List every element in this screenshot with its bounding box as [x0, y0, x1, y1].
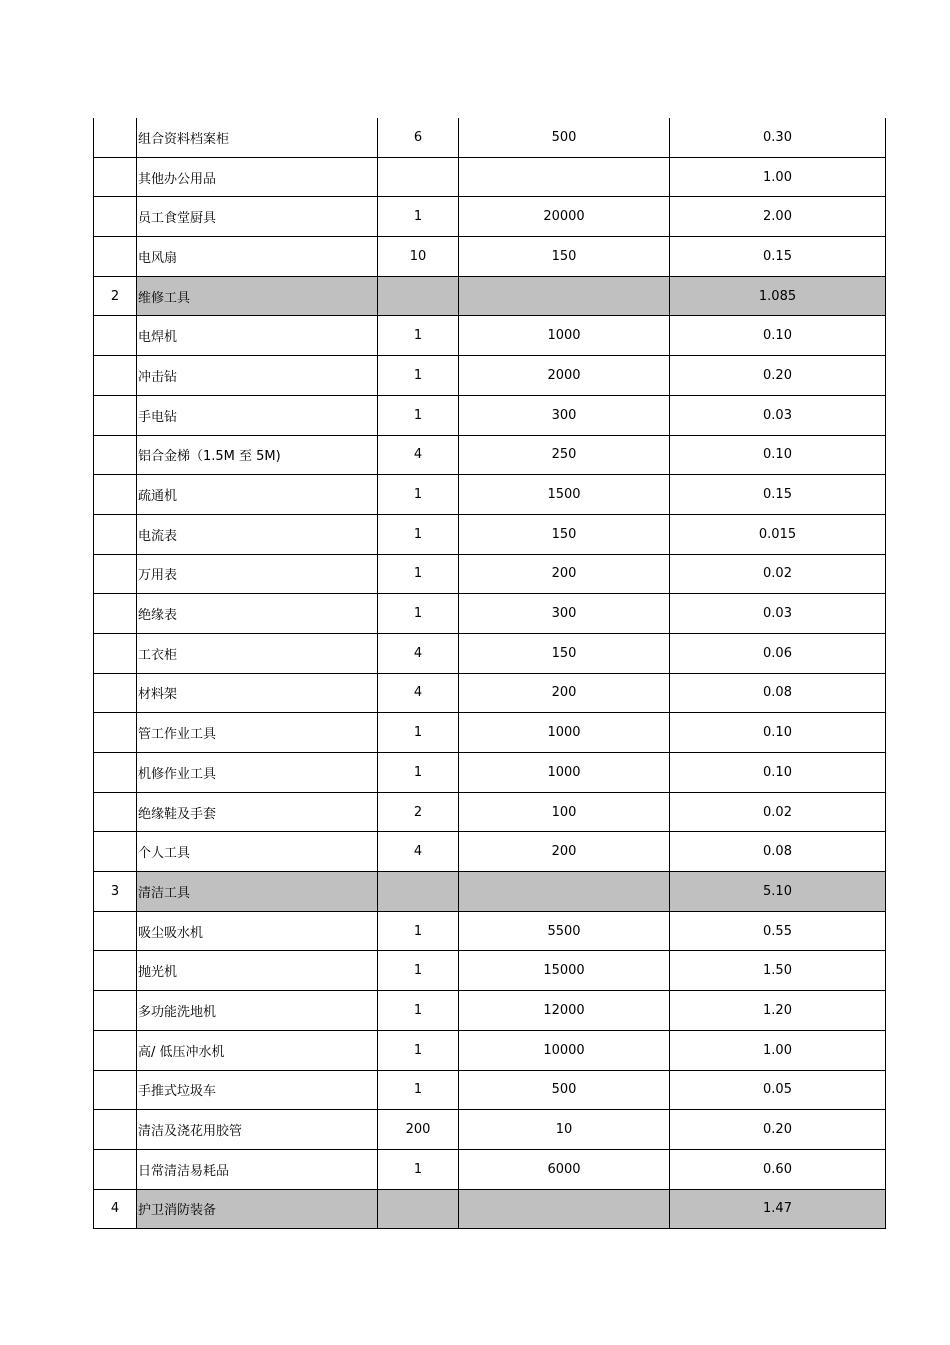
unit-price-cell: 150: [459, 633, 670, 673]
total-amount-cell: 2.00: [670, 197, 886, 237]
unit-price-cell: 1000: [459, 753, 670, 793]
row-index-cell: [94, 1070, 137, 1110]
quantity-cell: 1: [378, 395, 459, 435]
table-row: [94, 157, 886, 197]
row-index-cell: 2: [94, 276, 137, 316]
row-index-cell: [94, 633, 137, 673]
table-row: [94, 514, 886, 554]
item-name-cell: 电焊机: [137, 316, 378, 356]
row-index-cell: [94, 594, 137, 634]
item-name-cell: 绝缘表: [137, 594, 378, 634]
item-name-cell: 手推式垃圾车: [137, 1070, 378, 1110]
row-index-cell: [94, 991, 137, 1031]
unit-price-cell: 250: [459, 435, 670, 475]
unit-price-cell: 20000: [459, 197, 670, 237]
unit-price-cell: [459, 157, 670, 197]
table-body: [94, 118, 886, 1229]
table-row: [94, 792, 886, 832]
row-index-cell: 3: [94, 872, 137, 912]
quantity-cell: 1: [378, 316, 459, 356]
total-amount-cell: 0.10: [670, 713, 886, 753]
quantity-cell: 1: [378, 475, 459, 515]
quantity-cell: 1: [378, 356, 459, 396]
total-amount-cell: 0.015: [670, 514, 886, 554]
row-index-cell: [94, 475, 137, 515]
unit-price-cell: 300: [459, 395, 670, 435]
quantity-cell: [378, 872, 459, 912]
equipment-table: [93, 118, 886, 1229]
row-index-cell: [94, 395, 137, 435]
total-amount-cell: 0.03: [670, 395, 886, 435]
item-name-cell: 铝合金梯（1.5M 至 5M): [137, 435, 378, 475]
quantity-cell: 1: [378, 753, 459, 793]
quantity-cell: 1: [378, 1149, 459, 1189]
total-amount-cell: 0.60: [670, 1149, 886, 1189]
quantity-cell: 1: [378, 594, 459, 634]
unit-price-cell: 2000: [459, 356, 670, 396]
total-amount-cell: 0.20: [670, 356, 886, 396]
table-row: [94, 633, 886, 673]
quantity-cell: 1: [378, 1070, 459, 1110]
row-index-cell: [94, 951, 137, 991]
total-amount-cell: 0.02: [670, 792, 886, 832]
item-name-cell: 电流表: [137, 514, 378, 554]
total-amount-cell: 0.10: [670, 435, 886, 475]
table-row: [94, 753, 886, 793]
unit-price-cell: 1500: [459, 475, 670, 515]
item-name-cell: 个人工具: [137, 832, 378, 872]
quantity-cell: 6: [378, 118, 459, 157]
unit-price-cell: 10: [459, 1110, 670, 1150]
row-index-cell: [94, 554, 137, 594]
row-index-cell: [94, 356, 137, 396]
row-index-cell: [94, 316, 137, 356]
unit-price-cell: 12000: [459, 991, 670, 1031]
unit-price-cell: 150: [459, 237, 670, 277]
row-index-cell: [94, 157, 137, 197]
quantity-cell: 1: [378, 514, 459, 554]
item-name-cell: 万用表: [137, 554, 378, 594]
total-amount-cell: 1.47: [670, 1189, 886, 1229]
category-row: [94, 872, 886, 912]
quantity-cell: 10: [378, 237, 459, 277]
row-index-cell: [94, 713, 137, 753]
row-index-cell: 4: [94, 1189, 137, 1229]
row-index-cell: [94, 673, 137, 713]
table-row: [94, 118, 886, 157]
table-row: [94, 1149, 886, 1189]
unit-price-cell: 5500: [459, 911, 670, 951]
row-index-cell: [94, 1110, 137, 1150]
row-index-cell: [94, 1149, 137, 1189]
item-name-cell: 管工作业工具: [137, 713, 378, 753]
item-name-cell: 绝缘鞋及手套: [137, 792, 378, 832]
category-row: [94, 276, 886, 316]
item-name-cell: 材料架: [137, 673, 378, 713]
quantity-cell: 1: [378, 951, 459, 991]
row-index-cell: [94, 832, 137, 872]
table-row: [94, 991, 886, 1031]
quantity-cell: 200: [378, 1110, 459, 1150]
table-row: [94, 673, 886, 713]
item-name-cell: 冲击钻: [137, 356, 378, 396]
table-row: [94, 832, 886, 872]
total-amount-cell: 0.02: [670, 554, 886, 594]
total-amount-cell: 0.08: [670, 673, 886, 713]
total-amount-cell: 0.15: [670, 475, 886, 515]
category-row: [94, 1189, 886, 1229]
quantity-cell: 1: [378, 554, 459, 594]
unit-price-cell: 500: [459, 1070, 670, 1110]
quantity-cell: 1: [378, 991, 459, 1031]
total-amount-cell: 0.05: [670, 1070, 886, 1110]
item-name-cell: 组合资料档案柜: [137, 118, 378, 157]
quantity-cell: 1: [378, 713, 459, 753]
total-amount-cell: 1.50: [670, 951, 886, 991]
table-row: [94, 316, 886, 356]
row-index-cell: [94, 792, 137, 832]
unit-price-cell: 6000: [459, 1149, 670, 1189]
quantity-cell: [378, 1189, 459, 1229]
total-amount-cell: 0.30: [670, 118, 886, 157]
row-index-cell: [94, 118, 137, 157]
unit-price-cell: 500: [459, 118, 670, 157]
total-amount-cell: 0.10: [670, 316, 886, 356]
table-row: [94, 951, 886, 991]
unit-price-cell: 1000: [459, 316, 670, 356]
quantity-cell: [378, 276, 459, 316]
unit-price-cell: [459, 276, 670, 316]
table-row: [94, 713, 886, 753]
table-row: [94, 197, 886, 237]
item-name-cell: 日常清洁易耗品: [137, 1149, 378, 1189]
quantity-cell: 2: [378, 792, 459, 832]
quantity-cell: [378, 157, 459, 197]
quantity-cell: 4: [378, 832, 459, 872]
table-row: [94, 1070, 886, 1110]
table-row: [94, 237, 886, 277]
row-index-cell: [94, 911, 137, 951]
item-name-cell: 吸尘吸水机: [137, 911, 378, 951]
table-row: [94, 1030, 886, 1070]
row-index-cell: [94, 753, 137, 793]
total-amount-cell: 0.15: [670, 237, 886, 277]
item-name-cell: 手电钻: [137, 395, 378, 435]
total-amount-cell: 0.10: [670, 753, 886, 793]
total-amount-cell: 0.20: [670, 1110, 886, 1150]
table-row: [94, 594, 886, 634]
unit-price-cell: [459, 872, 670, 912]
row-index-cell: [94, 514, 137, 554]
quantity-cell: 4: [378, 673, 459, 713]
item-name-cell: 清洁工具: [137, 872, 378, 912]
table-row: [94, 554, 886, 594]
unit-price-cell: 150: [459, 514, 670, 554]
total-amount-cell: 1.00: [670, 1030, 886, 1070]
quantity-cell: 4: [378, 633, 459, 673]
total-amount-cell: 0.55: [670, 911, 886, 951]
quantity-cell: 1: [378, 1030, 459, 1070]
total-amount-cell: 0.03: [670, 594, 886, 634]
table-row: [94, 1110, 886, 1150]
table-row: [94, 911, 886, 951]
item-name-cell: 电风扇: [137, 237, 378, 277]
table-row: [94, 356, 886, 396]
table-row: [94, 475, 886, 515]
item-name-cell: 护卫消防装备: [137, 1189, 378, 1229]
quantity-cell: 1: [378, 197, 459, 237]
unit-price-cell: 200: [459, 673, 670, 713]
table-row: [94, 395, 886, 435]
item-name-cell: 多功能洗地机: [137, 991, 378, 1031]
quantity-cell: 4: [378, 435, 459, 475]
total-amount-cell: 1.00: [670, 157, 886, 197]
item-name-cell: 其他办公用品: [137, 157, 378, 197]
total-amount-cell: 5.10: [670, 872, 886, 912]
unit-price-cell: 300: [459, 594, 670, 634]
item-name-cell: 员工食堂厨具: [137, 197, 378, 237]
item-name-cell: 高/ 低压冲水机: [137, 1030, 378, 1070]
total-amount-cell: 0.08: [670, 832, 886, 872]
item-name-cell: 工衣柜: [137, 633, 378, 673]
item-name-cell: 维修工具: [137, 276, 378, 316]
item-name-cell: 疏通机: [137, 475, 378, 515]
unit-price-cell: 100: [459, 792, 670, 832]
total-amount-cell: 1.085: [670, 276, 886, 316]
row-index-cell: [94, 1030, 137, 1070]
unit-price-cell: 10000: [459, 1030, 670, 1070]
unit-price-cell: [459, 1189, 670, 1229]
item-name-cell: 清洁及浇花用胶管: [137, 1110, 378, 1150]
item-name-cell: 机修作业工具: [137, 753, 378, 793]
item-name-cell: 抛光机: [137, 951, 378, 991]
unit-price-cell: 200: [459, 832, 670, 872]
total-amount-cell: 0.06: [670, 633, 886, 673]
unit-price-cell: 1000: [459, 713, 670, 753]
unit-price-cell: 200: [459, 554, 670, 594]
row-index-cell: [94, 237, 137, 277]
row-index-cell: [94, 197, 137, 237]
total-amount-cell: 1.20: [670, 991, 886, 1031]
row-index-cell: [94, 435, 137, 475]
unit-price-cell: 15000: [459, 951, 670, 991]
quantity-cell: 1: [378, 911, 459, 951]
table-row: [94, 435, 886, 475]
